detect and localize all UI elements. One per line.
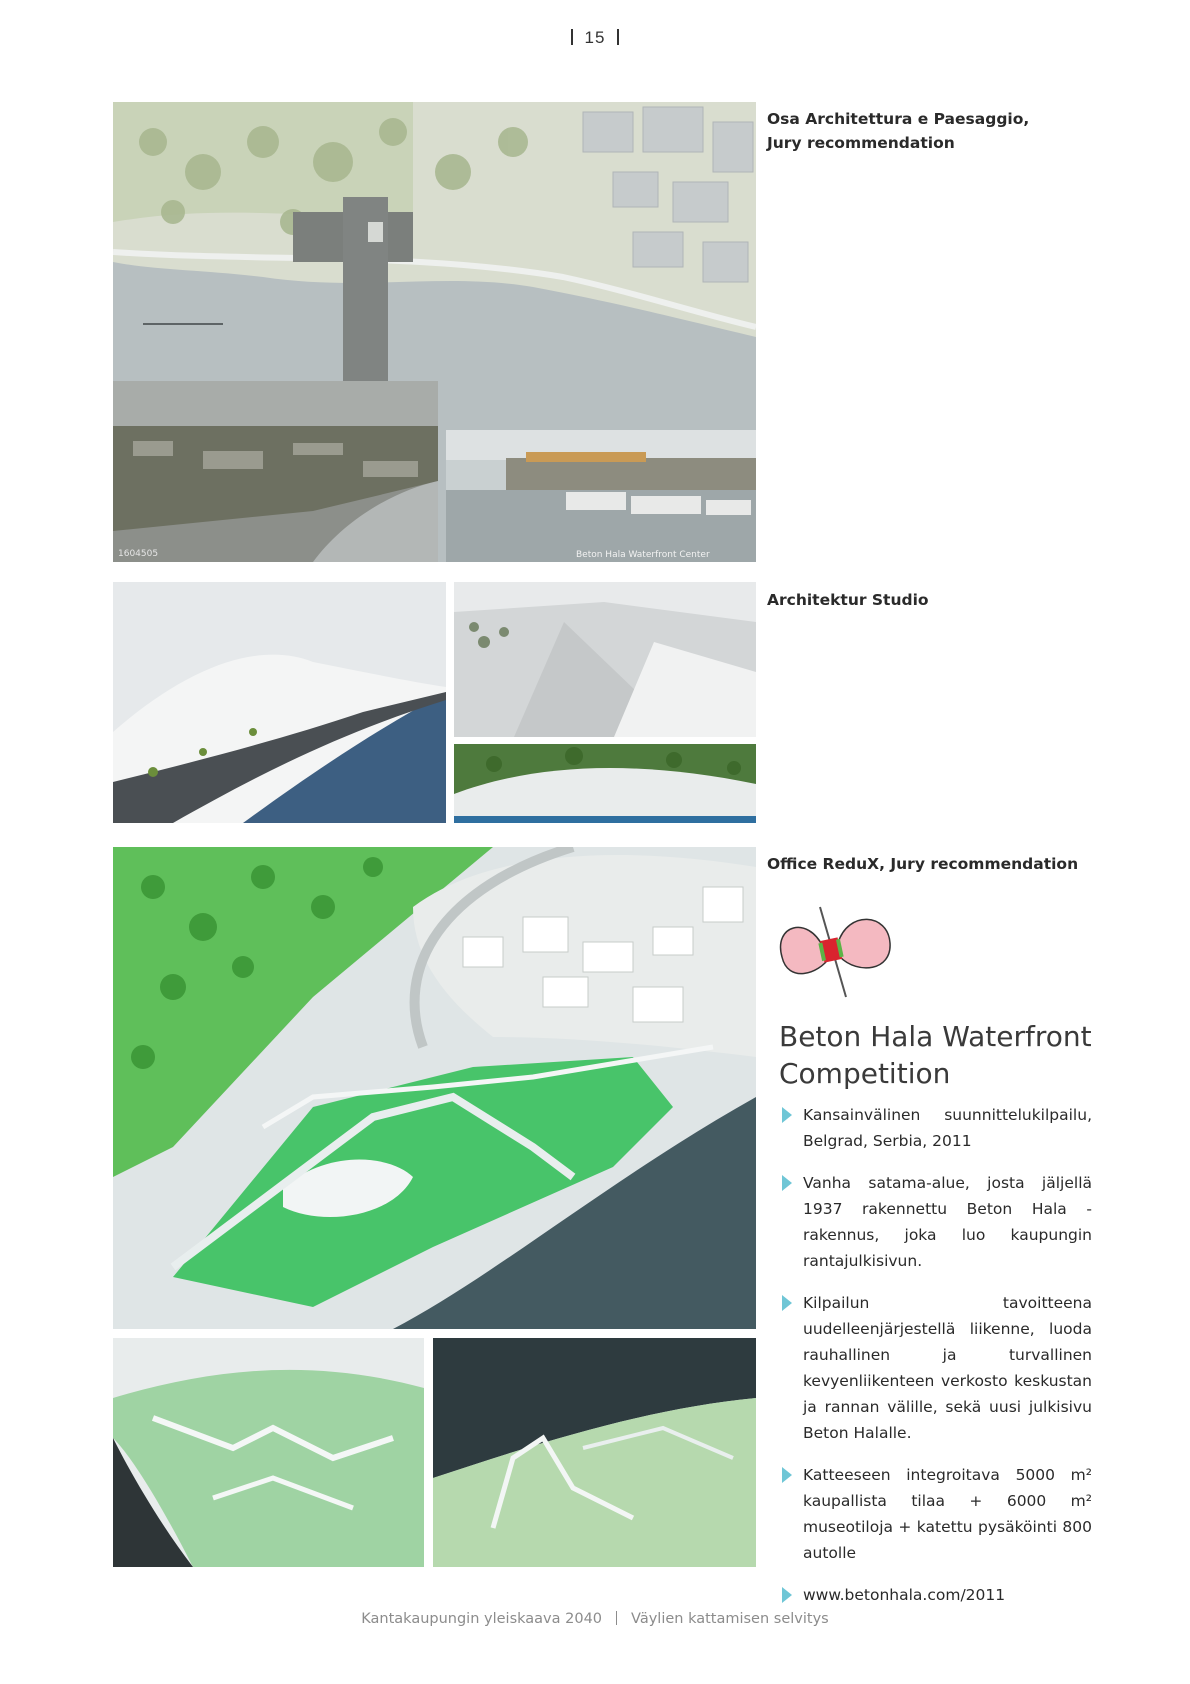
- image-label: 1604505: [118, 549, 159, 559]
- caption-osa: [767, 107, 1029, 155]
- title-line: Competition: [779, 1057, 951, 1090]
- page-number-text: 15: [584, 28, 606, 47]
- title-line: Beton Hala Waterfront: [779, 1020, 1092, 1053]
- architektur-render-top-right: [454, 582, 756, 737]
- redux-render-bottom-left: [113, 1338, 424, 1567]
- caption-redux: Office ReduX, Jury recommendation: [767, 855, 1079, 873]
- bow-tie-diagram: [778, 905, 894, 999]
- competition-title: [779, 1018, 1092, 1092]
- bullet-text: Kilpailun tavoitteena uudelleenjärjestellä liikenne, luoda rauhallinen ja turvallinen kevyenliikenteen verkosto keskustan ja rannan välille, sekä uusi julkisivu Beton Halalle.: [803, 1294, 1092, 1442]
- footer-right: Väylien kattamisen selvitys: [631, 1611, 829, 1627]
- osa-aerial-photo-right: [446, 430, 756, 562]
- redux-render-bottom-right: [433, 1338, 756, 1567]
- caption-line: Jury recommendation: [767, 134, 955, 152]
- divider: [617, 29, 619, 45]
- bullet-item: [782, 1170, 1092, 1274]
- image-label: Beton Hala Waterfront Center: [576, 550, 710, 560]
- divider: [616, 1611, 617, 1625]
- page-number: [0, 28, 1190, 48]
- bullet-text: Katteeseen integroitava 5000 m² kaupallista tilaa + 6000 m² museotiloja + katettu pysäköinti 800 autolle: [803, 1466, 1092, 1562]
- bullet-item: [782, 1290, 1092, 1446]
- caption-architektur: Architektur Studio: [767, 591, 929, 609]
- bullet-list: [782, 1102, 1092, 1624]
- page-footer: [0, 1611, 1190, 1627]
- caption-line: Osa Architettura e Paesaggio,: [767, 110, 1030, 128]
- bullet-item: [782, 1102, 1092, 1154]
- footer-left: Kantakaupungin yleiskaava 2040: [361, 1611, 603, 1627]
- redux-main-render: [113, 847, 756, 1329]
- bullet-arrow-icon: [782, 1467, 792, 1483]
- bullet-arrow-icon: [782, 1295, 792, 1311]
- architektur-render-bottom-right: [454, 744, 756, 823]
- osa-aerial-photo-left: [113, 381, 438, 562]
- bullet-item-link[interactable]: [782, 1582, 1092, 1608]
- bullet-text: Kansainvälinen suunnittelukilpailu, Belgrad, Serbia, 2011: [803, 1106, 1092, 1150]
- bullet-arrow-icon: [782, 1175, 792, 1191]
- divider: [571, 29, 573, 45]
- bullet-arrow-icon: [782, 1107, 792, 1123]
- website-link[interactable]: www.betonhala.com/2011: [803, 1586, 1006, 1604]
- bullet-text: Vanha satama-alue, josta jäljellä 1937 rakennettu Beton Hala -rakennus, joka luo kaupungin rantajulkisivun.: [803, 1174, 1092, 1270]
- bullet-arrow-icon: [782, 1587, 792, 1603]
- architektur-render-left: [113, 582, 446, 823]
- bullet-item: [782, 1462, 1092, 1566]
